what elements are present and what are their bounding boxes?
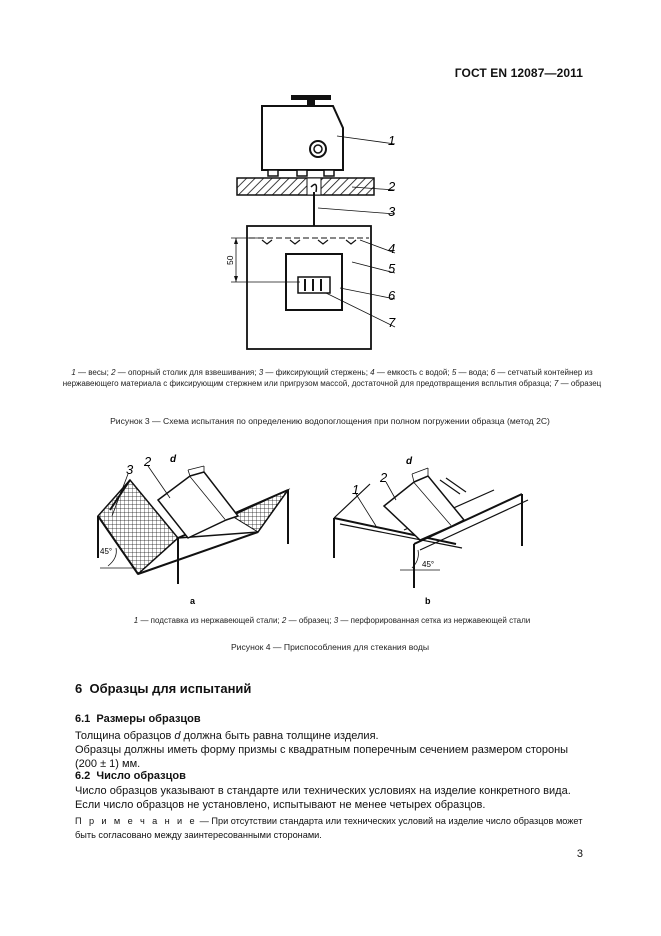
figure4-legend: 1 — подставка из нержавеющей стали; 2 — образец; 3 — перфорированная сетка из нержавеющей стали xyxy=(133,616,531,625)
fig3-callout-4: 4 xyxy=(388,241,396,256)
fig3-callout-7: 7 xyxy=(388,315,396,330)
fig3-callout-6: 6 xyxy=(388,288,396,303)
fig3-callout-5: 5 xyxy=(388,261,396,276)
figure4-panel-b xyxy=(334,456,528,606)
fig4b-callout-1: 1 xyxy=(352,482,360,497)
fig4a-callout-3: 3 xyxy=(126,462,134,477)
fig4a-label: a xyxy=(190,596,196,606)
fig4b-callout-2: 2 xyxy=(380,470,388,485)
document-code: ГОСТ EN 12087—2011 xyxy=(454,66,583,80)
section-6-title: 6 Образцы для испытаний xyxy=(75,681,252,696)
note-label: П р и м е ч а н и е xyxy=(75,816,198,826)
section-6-1-title: 6.1 Размеры образцов xyxy=(75,713,201,725)
figure3-caption: Рисунок 3 — Схема испытания по определению водопоглощения при полном погружении образца (метод 2С) xyxy=(110,416,550,426)
section-6-1-paragraph-2: Образцы должны иметь форму призмы с квадратным поперечным сечением размером стороны (200 ± 1) мм. xyxy=(75,744,569,770)
fig4b-callout-d: d xyxy=(406,456,413,467)
figure4-panel-a xyxy=(98,454,288,606)
fig4a-callout-d: d xyxy=(170,454,177,465)
fig3-callout-3: 3 xyxy=(388,204,396,219)
figure4-caption: Рисунок 4 — Приспособления для стекания воды xyxy=(230,642,430,652)
scale-knob xyxy=(291,95,331,100)
fig4b-angle: 45° xyxy=(422,560,435,569)
section-6-2-title: 6.2 Число образцов xyxy=(75,770,186,782)
fig3-callout-2: 2 xyxy=(388,179,396,194)
dimension-50: 50 xyxy=(225,255,235,265)
fig4a-angle: 45° xyxy=(100,547,113,556)
figure4-diagram xyxy=(0,440,661,615)
weighing-table xyxy=(237,178,374,195)
figure3-legend: 1 — весы; 2 — опорный столик для взвешивания; 3 — фиксирующий стержень; 4 — емкость с водой; 5 — вода; 6 — сетчатый контейнер из нержавеющего материала с фиксирующим стержнем или пригрузом массой, достаточной для предотвращения всплытия образца; 7 — образец xyxy=(62,368,602,388)
section-6-1-paragraph-1: Толщина образцов d должна быть равна толщине изделия. xyxy=(75,730,379,742)
fig4b-label: b xyxy=(425,596,431,606)
figure3-diagram xyxy=(0,0,661,360)
note xyxy=(75,815,586,842)
section-6-2-paragraph: Число образцов указывают в стандарте или технических условиях на изделие конкретного вида. Если число образцов не установлено, испытывают не менее четырех образцов. xyxy=(75,785,571,811)
scale-body xyxy=(262,106,343,170)
page-number: 3 xyxy=(576,848,583,860)
fig4a-callout-2: 2 xyxy=(144,454,152,469)
note-text: — При отсутствии стандарта или технических условий на изделие число образцов может быть согласовано между заинтересованными сторонами. xyxy=(75,816,583,840)
fig3-callout-1: 1 xyxy=(388,133,396,148)
